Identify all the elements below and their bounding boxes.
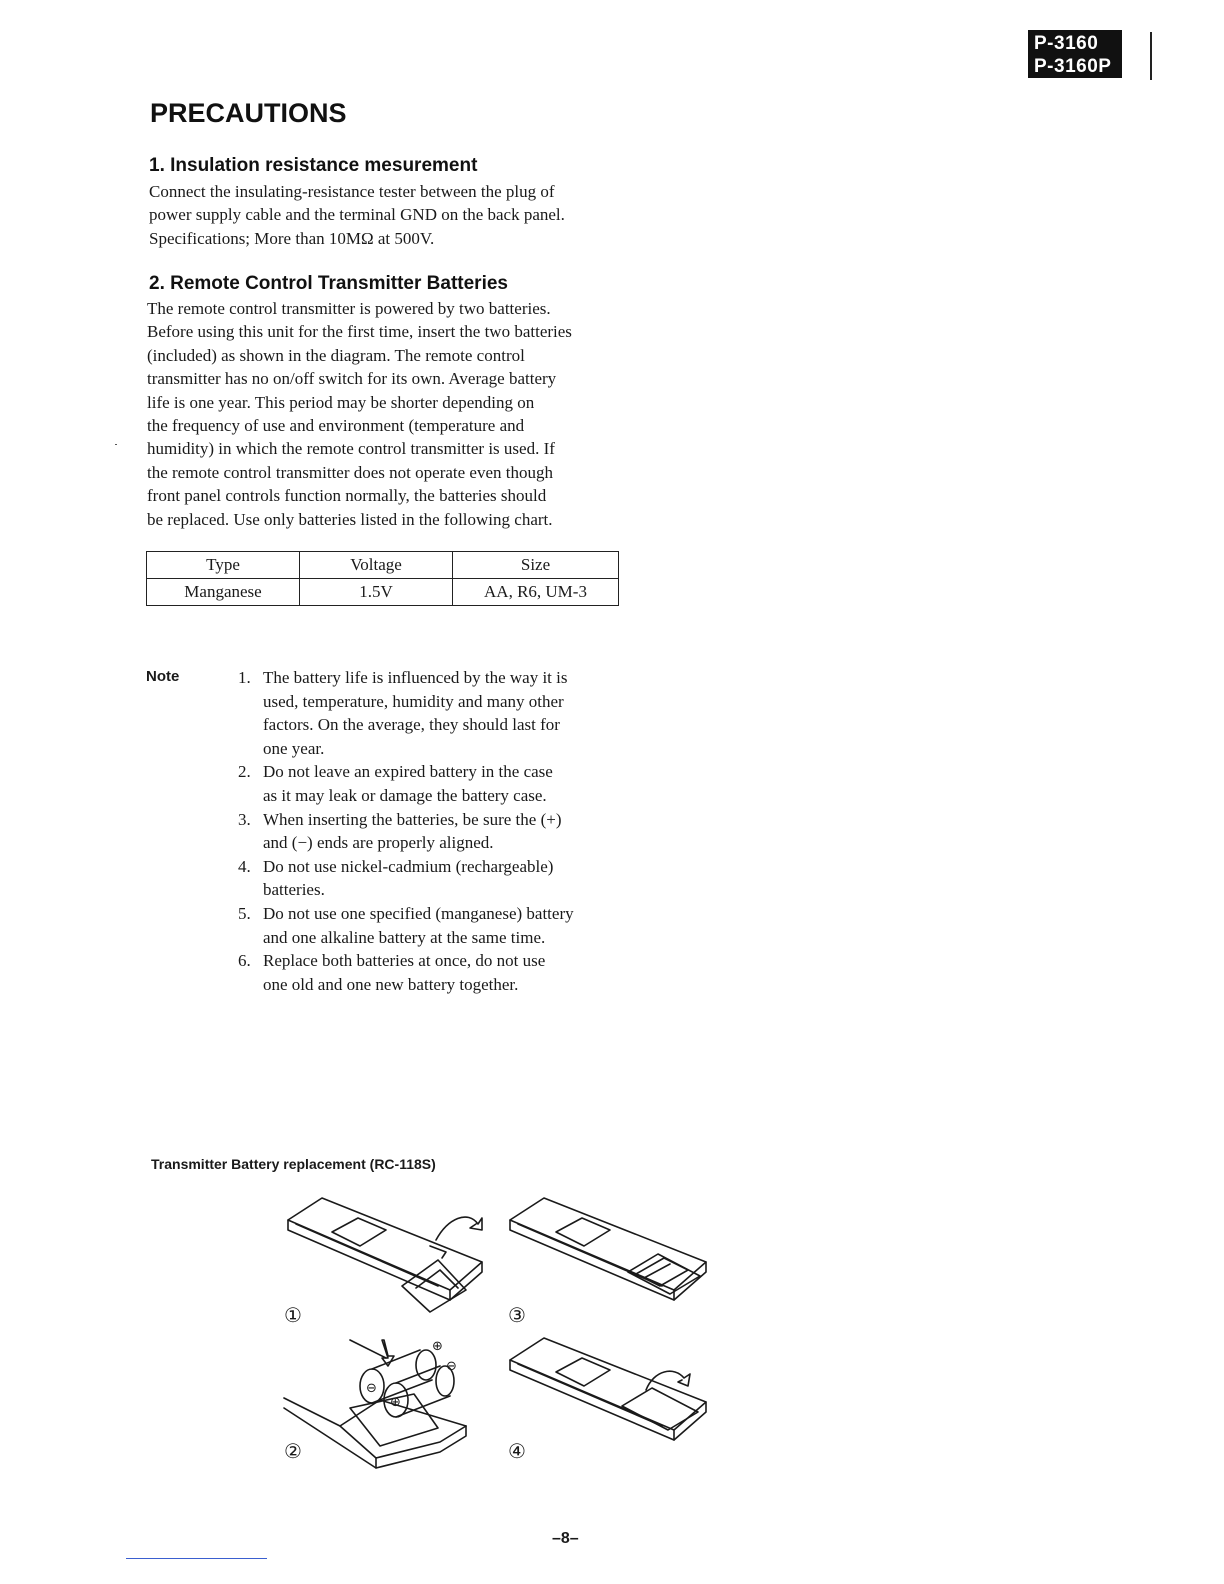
note-number: 5. [238,903,251,923]
note-text [263,666,623,760]
section-batteries [147,273,627,531]
text-line: one old and one new battery together. [263,974,519,994]
page-number: –8– [552,1530,579,1547]
text-line: factors. On the average, they should last for [263,715,560,735]
model-number-2: P-3160P [1034,56,1112,77]
text-line: transmitter has no on/off switch for its own. Average battery [147,369,557,389]
remote-step-2-drawing [284,1340,466,1468]
section-body-batteries [147,297,627,531]
text-line: as it may leak or damage the battery case. [263,785,547,805]
remote-step-1-drawing [288,1198,482,1312]
figure-caption-text: Transmitter Battery replacement [151,1156,366,1172]
text-line: The battery life is influenced by the way it is [263,668,568,687]
table-header-row [147,552,619,579]
note-number: 3. [238,809,251,829]
text-line: When inserting the batteries, be sure the (+) [263,809,562,829]
text-line: be replaced. Use only batteries listed in the following chart. [147,509,553,529]
section-heading-insulation: 1. Insulation resistance mesurement [149,155,478,176]
remote-step-4-drawing [510,1338,706,1440]
text-line: Do not use one specified (manganese) battery [263,903,574,923]
text-line: one year. [263,738,325,758]
note-label: Note [146,668,180,685]
page-title: PRECAUTIONS [150,98,347,128]
remote-step-3-drawing [510,1198,706,1300]
table-cell: Manganese [147,579,300,606]
text-line: humidity) in which the remote control transmitter is used. If [147,439,555,459]
table-header-cell: Size [453,552,619,579]
table-header-cell: Voltage [300,552,453,579]
note-text [263,808,623,855]
text-line: batteries. [263,880,325,900]
text-line: and (−) ends are properly aligned. [263,833,494,853]
section-body-insulation [149,180,629,250]
figure-caption-model: (RC-118S) [369,1156,436,1172]
table-row [147,579,619,606]
edge-rule [1150,32,1152,80]
note-number: 6. [238,951,251,971]
note-number: 2. [238,762,251,782]
text-line: (included) as shown in the diagram. The remote control [147,345,525,365]
note-text [263,760,623,807]
text-line: Do not use nickel-cadmium (rechargeable) [263,856,554,876]
battery-table [146,551,619,606]
note-text [263,949,623,996]
battery-plus-symbol: ⊕ [432,1339,443,1354]
note-text [263,855,623,902]
text-line: used, temperature, humidity and many other [263,691,564,711]
section-insulation [149,155,629,250]
text-line: Do not leave an expired battery in the case [263,762,553,782]
step-1-label: ① [284,1303,302,1327]
table-cell: 1.5V [300,579,453,606]
model-number-1: P-3160 [1034,33,1099,54]
note-text [263,902,623,949]
figure-caption [151,1156,436,1172]
step-2-label: ② [284,1439,302,1463]
text-line: power supply cable and the terminal GND on the back panel. [149,205,565,225]
note-number: 4. [238,856,251,876]
step-3-label: ③ [508,1303,526,1327]
note-item [238,949,623,996]
battery-minus-symbol: ⊖ [366,1381,377,1396]
text-line: Replace both batteries at once, do not use [263,951,546,971]
battery-minus-symbol: ⊖ [446,1359,457,1374]
note-item [238,666,623,760]
footer-rule [126,1558,267,1559]
table-header-cell: Type [147,552,300,579]
battery-plus-symbol: ⊕ [390,1395,401,1410]
text-line: and one alkaline battery at the same time. [263,927,546,947]
text-line: Specifications; More than 10MΩ at 500V. [149,228,435,248]
text-line: life is one year. This period may be shorter depending on [147,392,535,412]
table-cell: AA, R6, UM-3 [453,579,619,606]
note-list [238,666,623,996]
text-line: The remote control transmitter is powered by two batteries. [147,299,551,318]
text-line: the frequency of use and environment (temperature and [147,416,525,436]
note-item [238,855,623,902]
model-badge [1028,30,1122,78]
note-number: 1. [238,668,251,687]
note-item [238,808,623,855]
section-heading-batteries: 2. Remote Control Transmitter Batteries [149,273,508,294]
text-line: front panel controls function normally, the batteries should [147,486,547,506]
stray-mark [115,444,117,445]
note-item [238,902,623,949]
battery-replacement-figure [270,1190,720,1480]
text-line: Before using this unit for the first time, insert the two batteries [147,322,572,342]
text-line: the remote control transmitter does not operate even though [147,462,553,482]
text-line: Connect the insulating-resistance tester between the plug of [149,182,555,201]
note-item [238,760,623,807]
step-4-label: ④ [508,1439,526,1463]
